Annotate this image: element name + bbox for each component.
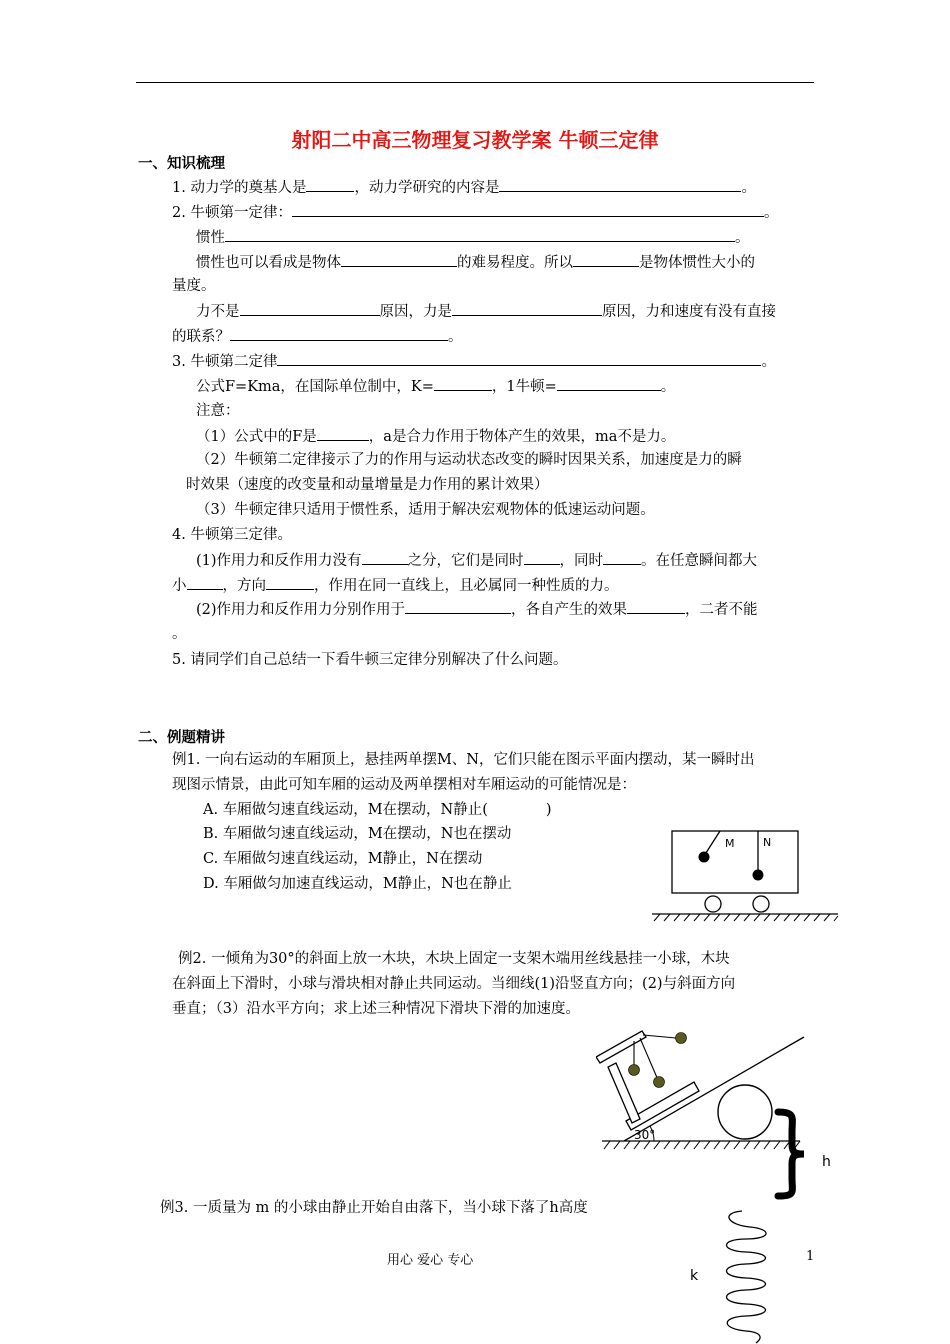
knowledge-line-2: 2. 牛顿第一定律： 。 — [172, 205, 779, 221]
knowledge-line-5: 量度。 — [172, 278, 216, 294]
spring-figure — [680, 1205, 790, 1344]
label-m: M — [725, 837, 735, 850]
support-arm — [596, 1031, 646, 1063]
ball-perpendicular — [654, 1077, 665, 1088]
fill-blank[interactable] — [240, 302, 380, 316]
fill-blank[interactable] — [557, 377, 661, 391]
example1-line-1: 例1. 一向右运动的车厢顶上，悬挂两单摆M、N，它们只能在图示平面内摆动，某一瞬时出 — [172, 752, 755, 768]
page-title: 射阳二中高三物理复习教学案 牛顿三定律 — [291, 128, 659, 152]
k-label: k — [690, 1268, 699, 1284]
knowledge-line-18: (2)作用力和反作用力分别作用于 ，各自产生的效果 ，二者不能 — [196, 602, 758, 618]
fill-blank[interactable] — [306, 178, 354, 192]
example1-line-2: 现图示情景，由此可知车厢的运动及两单摆相对车厢运动的可能情况是： — [172, 777, 636, 793]
ball-horizontal — [676, 1033, 687, 1044]
fill-blank[interactable] — [266, 576, 314, 590]
pendulum-m-bob — [699, 852, 710, 863]
large-ball — [718, 1085, 772, 1139]
knowledge-line-12: （2）牛顿第二定律接示了力的作用与运动状态改变的瞬时因果关系，加速度是力的瞬 — [196, 452, 742, 468]
knowledge-line-6: 力不是 原因，力是 原因，力和速度有没有直接 — [196, 304, 776, 320]
cart-pendulum-figure — [648, 826, 848, 926]
fill-blank[interactable] — [230, 327, 448, 341]
section-heading-knowledge: 一、知识梳理 — [138, 156, 225, 172]
fill-blank[interactable] — [362, 551, 408, 565]
knowledge-line-8: 3. 牛顿第二定律 。 — [172, 354, 776, 370]
knowledge-line-4: 惯性也可以看成是物体 的难易程度。所以 是物体惯性大小的 — [196, 255, 755, 271]
knowledge-line-20: 5. 请同学们自己总结一下看牛顿三定律分别解决了什么问题。 — [172, 652, 568, 668]
cart-wheel-right — [753, 896, 769, 912]
angle-label: 30° — [634, 1128, 656, 1142]
ball-vertical — [629, 1065, 640, 1076]
brace-shape — [778, 1112, 804, 1196]
fill-blank[interactable] — [627, 600, 685, 614]
fill-blank[interactable] — [452, 302, 602, 316]
section-heading-examples: 二、例题精讲 — [138, 730, 225, 746]
header-rule — [136, 82, 814, 83]
knowledge-line-19: 。 — [172, 626, 187, 642]
knowledge-line-17: 小 ，方向 ，作用在同一直线上，且必属同一种性质的力。 — [172, 578, 619, 594]
fill-blank[interactable] — [603, 551, 641, 565]
label-n: N — [763, 836, 772, 849]
fill-blank[interactable] — [405, 600, 511, 614]
footer-text: 用心 爱心 专心 — [387, 1253, 474, 1268]
h-label: h — [822, 1154, 831, 1170]
knowledge-line-14: （3）牛顿定律只适用于惯性系，适用于解决宏观物体的低速运动问题。 — [196, 502, 655, 518]
sliding-block — [626, 1082, 699, 1130]
knowledge-line-7: 的联系？ 。 — [172, 329, 463, 345]
example2-line-1: 例2. 一倾角为30°的斜面上放一木块，木块上固定一支架木端用丝线悬挂一小球，木块 — [178, 951, 730, 967]
ground-hatch — [654, 914, 838, 921]
example1-option-d[interactable]: D. 车厢做匀加速直线运动，M静止，N也在静止 — [203, 876, 512, 892]
fill-blank[interactable] — [187, 576, 223, 590]
knowledge-line-13: 时效果（速度的改变量和动量增量是力作用的累计效果） — [186, 477, 549, 493]
fill-blank[interactable] — [524, 551, 560, 565]
knowledge-line-1: 1. 动力学的奠基人是 ，动力学研究的内容是 。 — [172, 180, 756, 196]
fill-blank[interactable] — [434, 377, 492, 391]
cart-body — [672, 831, 798, 893]
knowledge-line-3: 惯性 。 — [196, 230, 750, 246]
knowledge-line-15: 4. 牛顿第三定律。 — [172, 527, 292, 543]
pendulum-n-bob — [753, 870, 764, 881]
knowledge-line-9: 公式F=Kma，在国际单位制中，K= ，1牛顿= 。 — [196, 379, 676, 395]
knowledge-line-11: （1）公式中的F是 ，a是合力作用于物体产生的效果，ma不是力。 — [196, 429, 676, 445]
fill-blank[interactable] — [573, 253, 639, 267]
example2-line-2: 在斜面上下滑时，小球与滑块相对静止共同运动。当细线(1)沿竖直方向；(2)与斜面方向 — [172, 976, 736, 992]
string-horizontal — [643, 1035, 676, 1038]
fill-blank[interactable] — [499, 178, 741, 192]
cart-wheel-left — [705, 896, 721, 912]
example1-option-b[interactable]: B. 车厢做匀速直线运动，M在摆动，N也在摆动 — [203, 826, 512, 842]
knowledge-line-10: 注意： — [196, 403, 240, 419]
page-number: 1 — [806, 1249, 815, 1264]
fill-blank[interactable] — [317, 427, 369, 441]
spring-coil — [727, 1211, 767, 1343]
height-brace — [770, 1108, 840, 1200]
example3-line-1: 例3. 一质量为 m 的小球由静止开始自由落下，当小球下落了h高度 — [160, 1200, 588, 1216]
fill-blank[interactable] — [292, 203, 764, 217]
fill-blank[interactable] — [341, 253, 457, 267]
example1-option-a[interactable]: A. 车厢做匀速直线运动，M在摆动，N静止( ) — [203, 802, 552, 818]
fill-blank[interactable] — [225, 228, 735, 242]
example1-option-c[interactable]: C. 车厢做匀速直线运动，M静止，N在摆动 — [203, 851, 483, 867]
string-perpendicular — [640, 1038, 658, 1080]
knowledge-line-16: (1)作用力和反作用力没有 之分，它们是同时 ，同时 。在任意瞬间都大 — [196, 553, 758, 569]
example2-line-3: 垂直；（3）沿水平方向；求上述三种情况下滑块下滑的加速度。 — [172, 1001, 580, 1017]
fill-blank[interactable] — [277, 352, 761, 366]
